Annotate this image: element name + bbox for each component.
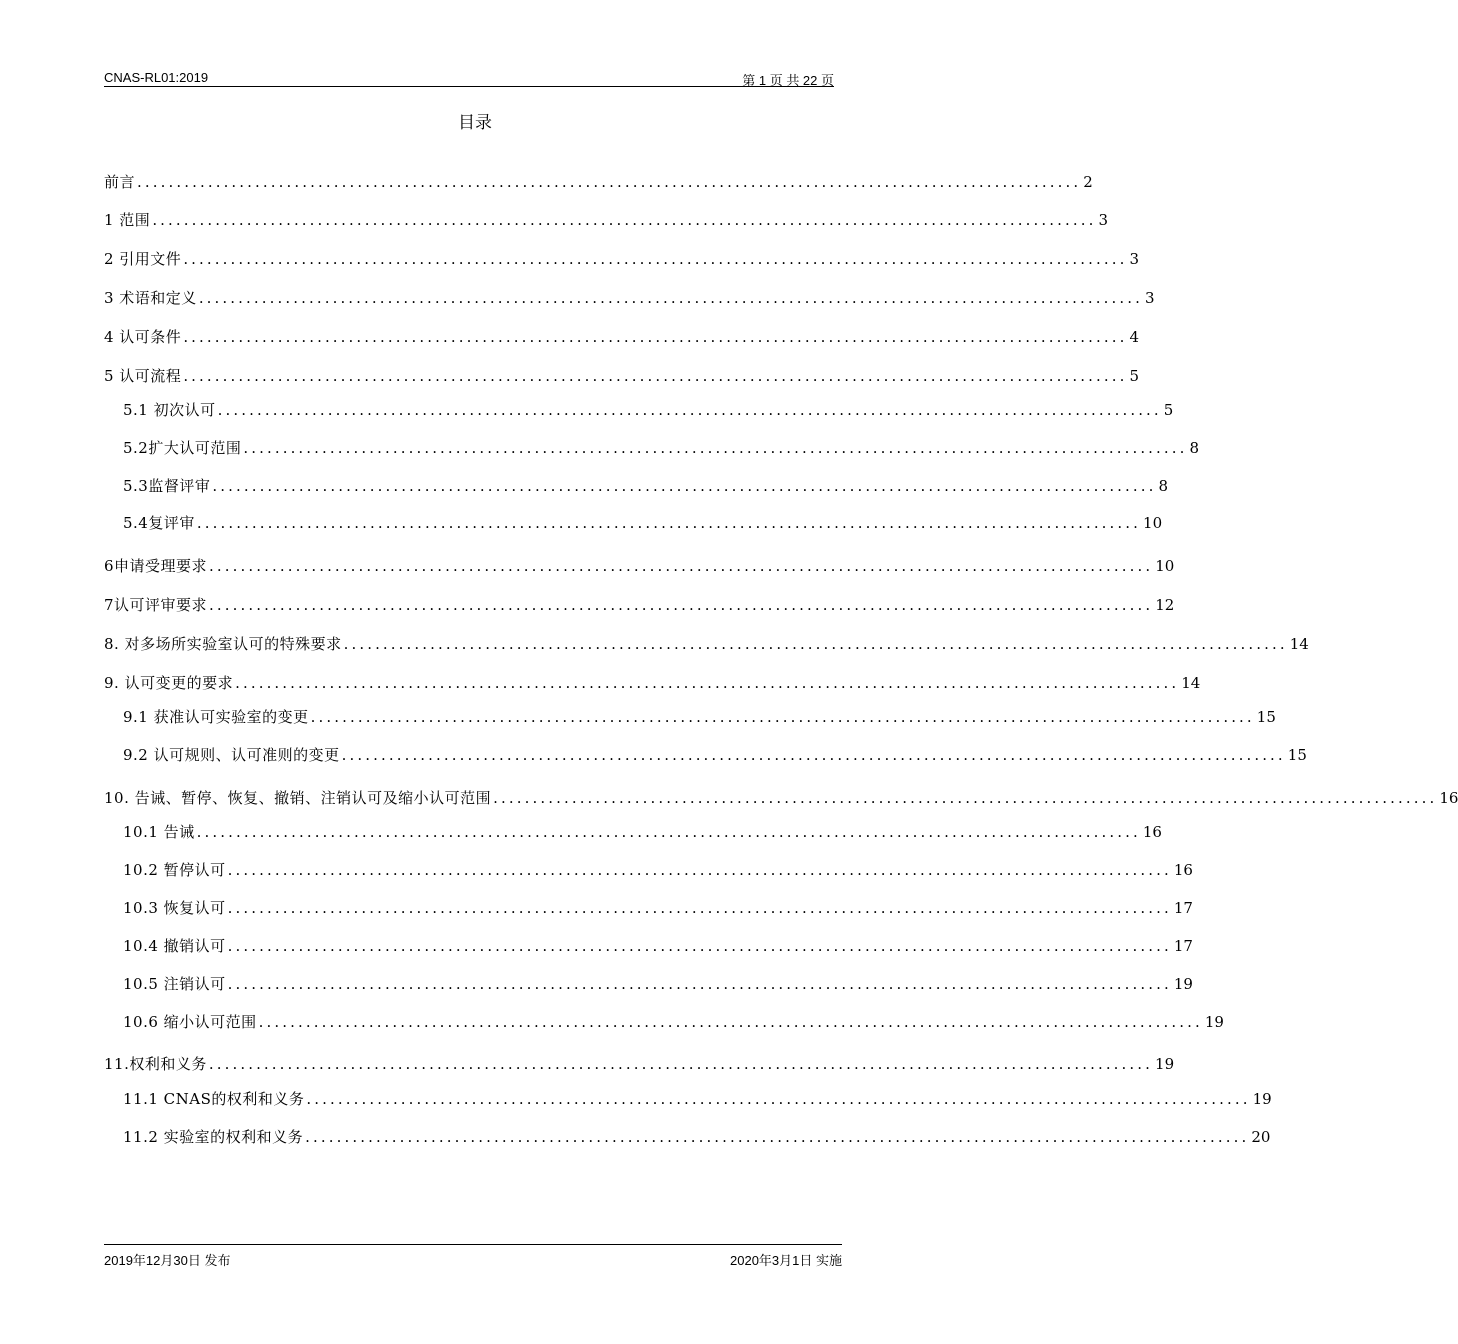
toc-entry-label: 9. 认可变更的要求	[104, 674, 234, 692]
toc-entry[interactable]	[123, 1012, 1224, 1032]
dot-leader: ........................................................................................................................	[183, 250, 1128, 268]
dot-leader: ........................................................................................................................	[217, 401, 1162, 419]
toc-entry-label: 5.1 初次认可	[123, 401, 216, 419]
toc-entry[interactable]	[104, 366, 1140, 386]
dot-leader: ........................................................................................................................	[212, 477, 1157, 495]
toc-entry[interactable]	[123, 822, 1162, 842]
dot-leader: ........................................................................................................................	[183, 328, 1128, 346]
dot-leader: ........................................................................................................................	[306, 1090, 1251, 1108]
toc-entry-label: 5.4复评审	[123, 514, 195, 532]
toc-entry-label: 10.3 恢复认可	[123, 899, 226, 917]
toc-entry-label: 1 范围	[104, 211, 151, 229]
dot-leader: ........................................................................................................................	[227, 899, 1172, 917]
toc-entry[interactable]	[123, 974, 1193, 994]
toc-entry-page: 19	[1155, 1055, 1175, 1073]
toc-entry-label: 5 认可流程	[104, 367, 182, 385]
toc-entry-label: 10.5 注销认可	[123, 975, 226, 993]
dot-leader: ........................................................................................................................	[196, 514, 1142, 532]
dot-leader: ........................................................................................................................	[305, 1128, 1250, 1146]
page-info: 第 1 页 共 22 页	[742, 73, 834, 88]
toc-entry-page: 14	[1289, 635, 1309, 653]
toc-entry-page: 10	[1143, 514, 1163, 532]
dot-leader: ........................................................................................................................	[209, 557, 1154, 575]
toc-entry[interactable]	[123, 745, 1307, 765]
toc-entry[interactable]	[123, 898, 1193, 918]
toc-entry-page: 17	[1173, 899, 1193, 917]
toc-entry-page: 8	[1189, 439, 1200, 457]
toc-entry-label: 11.权利和义务	[104, 1055, 207, 1073]
effective-date: 2020年3月1日 实施	[730, 1253, 842, 1268]
toc-entry-label: 前言	[104, 173, 136, 191]
toc-entry-label: 7认可评审要求	[104, 596, 208, 614]
toc-entry[interactable]	[123, 936, 1193, 956]
toc-entry-label: 9.2 认可规则、认可准则的变更	[123, 746, 340, 764]
toc-entry-page: 10	[1155, 557, 1175, 575]
toc-entry[interactable]	[104, 210, 1109, 230]
dot-leader: ........................................................................................................................	[341, 746, 1286, 764]
dot-leader: ........................................................................................................................	[310, 708, 1255, 726]
toc-entry[interactable]	[104, 634, 1309, 654]
toc-entry-page: 16	[1439, 789, 1458, 807]
toc-entry[interactable]	[123, 860, 1193, 880]
doc-code: CNAS-RL01:2019	[104, 70, 209, 85]
toc-entry-page: 19	[1204, 1013, 1224, 1031]
toc-entry-page: 15	[1256, 708, 1276, 726]
toc-entry[interactable]	[123, 1127, 1271, 1147]
toc-entry-label: 8. 对多场所实验室认可的特殊要求	[104, 635, 342, 653]
toc-entry-page: 19	[1173, 975, 1193, 993]
toc-entry[interactable]	[123, 707, 1276, 727]
dot-leader: ........................................................................................................................	[152, 211, 1097, 229]
toc-entry-label: 5.3监督评审	[123, 477, 211, 495]
toc-entry[interactable]	[104, 172, 1093, 192]
toc-entry-label: 10.4 撤销认可	[123, 937, 226, 955]
dot-leader: ........................................................................................................................	[343, 635, 1288, 653]
toc-entry-label: 3 术语和定义	[104, 289, 197, 307]
page-footer	[104, 1244, 842, 1268]
toc-entry[interactable]	[104, 595, 1175, 615]
dot-leader: ........................................................................................................................	[137, 173, 1082, 191]
toc-entry-page: 14	[1181, 674, 1201, 692]
toc-entry-label: 6申请受理要求	[104, 557, 208, 575]
toc-entry-page: 5	[1163, 401, 1174, 419]
toc-entry-page: 4	[1129, 328, 1140, 346]
toc-entry[interactable]	[104, 556, 1175, 576]
dot-leader: ........................................................................................................................	[198, 289, 1143, 307]
toc-entry-label: 10.6 缩小认可范围	[123, 1013, 257, 1031]
dot-leader: ........................................................................................................................	[227, 861, 1172, 879]
toc-entry[interactable]	[104, 788, 1458, 808]
toc-entry-label: 10. 告诫、暂停、恢复、撤销、注销认可及缩小认可范围	[104, 789, 492, 807]
toc-entry[interactable]	[123, 400, 1174, 420]
dot-leader: ........................................................................................................................	[235, 674, 1180, 692]
toc-entry-page: 16	[1173, 861, 1193, 879]
toc-entry-page: 3	[1144, 289, 1155, 307]
toc-entry-label: 11.2 实验室的权利和义务	[123, 1128, 304, 1146]
toc-entry-label: 2 引用文件	[104, 250, 182, 268]
dot-leader: ........................................................................................................................	[209, 596, 1154, 614]
toc-entry-page: 3	[1098, 211, 1109, 229]
toc-entry[interactable]	[104, 673, 1201, 693]
toc-entry-page: 20	[1251, 1128, 1271, 1146]
toc-entry-page: 5	[1129, 367, 1140, 385]
toc-entry[interactable]	[123, 1089, 1272, 1109]
dot-leader: ........................................................................................................................	[183, 367, 1128, 385]
toc-title: 目录	[458, 113, 492, 133]
dot-leader: ........................................................................................................................	[227, 937, 1172, 955]
toc-entry[interactable]	[123, 513, 1163, 533]
dot-leader: ........................................................................................................................	[208, 1055, 1154, 1073]
dot-leader: ........................................................................................................................	[243, 439, 1188, 457]
toc-entry-page: 16	[1142, 823, 1162, 841]
toc-entry[interactable]	[123, 476, 1169, 496]
toc-entry-label: 11.1 CNAS的权利和义务	[123, 1090, 305, 1108]
toc-entry-label: 4 认可条件	[104, 328, 182, 346]
dot-leader: ........................................................................................................................	[493, 789, 1438, 807]
toc-entry[interactable]	[104, 249, 1140, 269]
toc-entry[interactable]	[123, 438, 1200, 458]
toc-entry-label: 10.1 告诫	[123, 823, 195, 841]
toc-entry[interactable]	[104, 1054, 1175, 1074]
toc-entry-label: 10.2 暂停认可	[123, 861, 226, 879]
toc-entry-page: 17	[1173, 937, 1193, 955]
dot-leader: ........................................................................................................................	[196, 823, 1141, 841]
toc-entry-page: 12	[1155, 596, 1175, 614]
toc-entry-label: 9.1 获准认可实验室的变更	[123, 708, 309, 726]
toc-entry-page: 8	[1158, 477, 1169, 495]
dot-leader: ........................................................................................................................	[258, 1013, 1203, 1031]
issue-date: 2019年12月30日 发布	[104, 1253, 231, 1268]
toc-entry-page: 2	[1083, 173, 1093, 191]
toc-entry-page: 3	[1129, 250, 1140, 268]
toc-entry[interactable]	[104, 327, 1140, 347]
toc-entry-label: 5.2扩大认可范围	[123, 439, 242, 457]
toc-entry[interactable]	[104, 288, 1155, 308]
toc-entry-page: 19	[1252, 1090, 1272, 1108]
dot-leader: ........................................................................................................................	[227, 975, 1172, 993]
toc-entry-page: 15	[1287, 746, 1307, 764]
